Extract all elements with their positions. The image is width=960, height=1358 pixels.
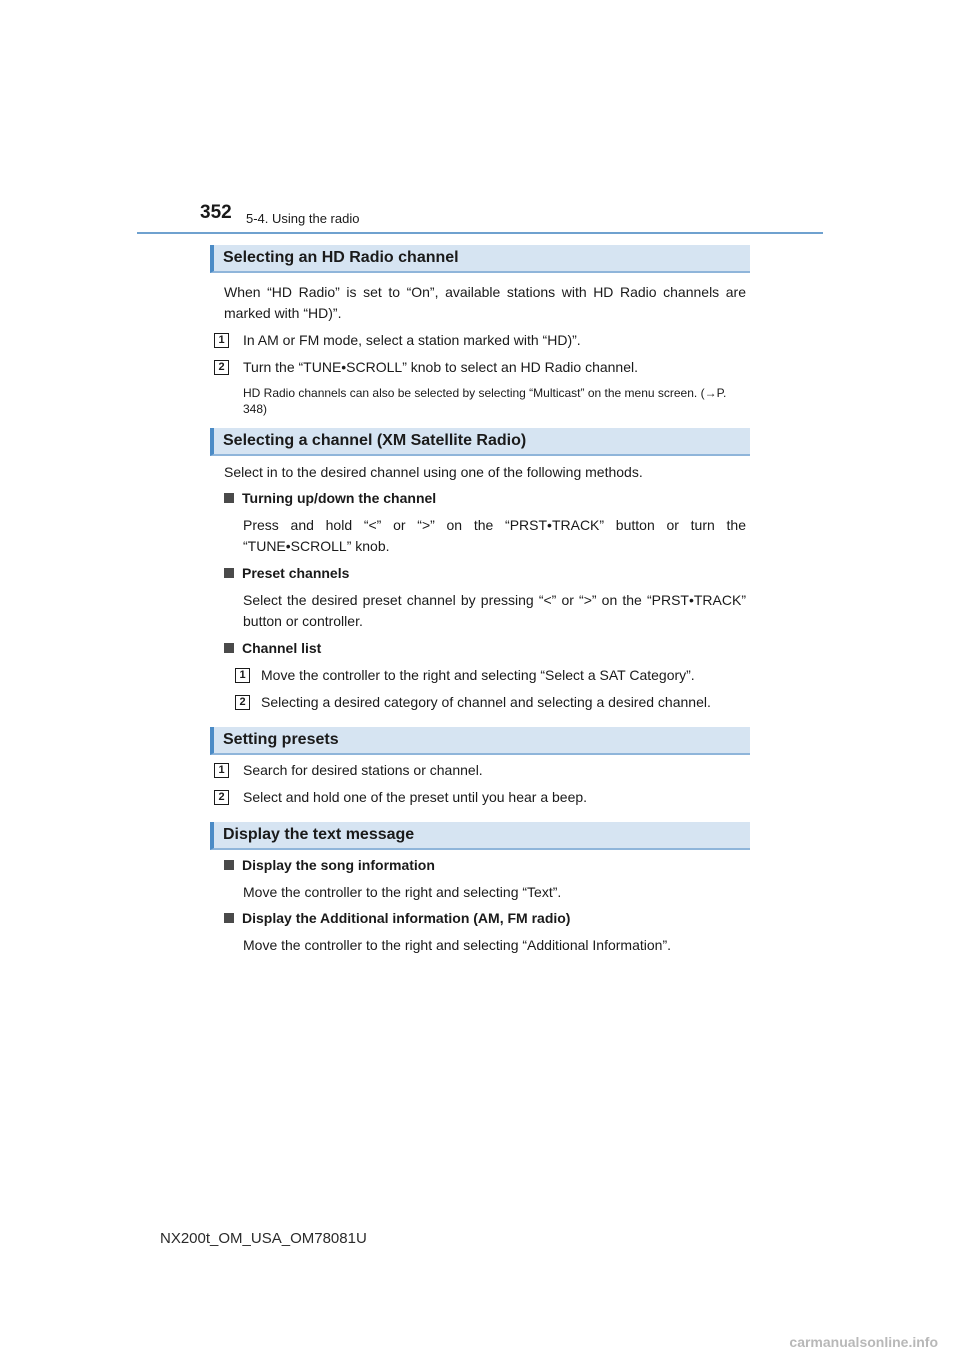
step-number-1: 1 <box>214 763 229 778</box>
section-heading-xm-satellite <box>210 428 750 456</box>
step-number-1: 1 <box>214 333 229 348</box>
step-number-2: 2 <box>214 790 229 805</box>
page-number: 352 <box>200 202 232 223</box>
bullet-text: Move the controller to the right and selecting “Additional Information”. <box>243 937 672 953</box>
section-heading-text-message <box>210 822 750 850</box>
square-bullet-icon <box>224 913 234 923</box>
bullet-title: Preset channels <box>242 565 350 581</box>
square-bullet-icon <box>224 568 234 578</box>
bullet-turning-channel <box>224 490 436 506</box>
hd-step-2: Turn the “TUNE•SCROLL” knob to select an HD Radio channel. <box>243 359 639 375</box>
section-title: Display the text message <box>223 826 415 843</box>
bullet-text: Select the desired preset channel by pressing “<” or “>” on the “PRST•TRACK” button or controller. <box>243 592 746 629</box>
hd-step-1: In AM or FM mode, select a station marked with “HD)”. <box>243 332 581 348</box>
bullet-preset-channels <box>224 565 349 581</box>
hd-intro: When “HD Radio” is set to “On”, available stations with HD Radio channels are marked with “HD)”. <box>224 284 746 321</box>
document-code: NX200t_OM_USA_OM78081U <box>160 1230 367 1247</box>
step-number-2: 2 <box>235 695 250 710</box>
watermark: carmanualsonline.info <box>789 1334 938 1350</box>
square-bullet-icon <box>224 860 234 870</box>
section-heading-hd-radio <box>210 245 750 273</box>
channel-list-step-1: Move the controller to the right and selecting “Select a SAT Category”. <box>261 667 695 683</box>
square-bullet-icon <box>224 493 234 503</box>
bullet-text: Press and hold “<” or “>” on the “PRST•TRACK” button or turn the “TUNE•SCROLL” knob. <box>243 517 746 554</box>
section-title: Setting presets <box>223 731 339 748</box>
step-number-2: 2 <box>214 360 229 375</box>
bullet-song-information <box>224 857 435 873</box>
chapter-title: 5-4. Using the radio <box>246 211 360 226</box>
header-rule <box>137 232 823 234</box>
presets-step-2: Select and hold one of the preset until you hear a beep. <box>243 789 588 805</box>
hd-note: HD Radio channels can also be selected by selecting “Multicast” on the menu screen. (→P. 348) <box>243 386 727 416</box>
section-title: Selecting an HD Radio channel <box>223 249 459 266</box>
bullet-title: Channel list <box>242 640 322 656</box>
bullet-title: Display the song information <box>242 857 435 873</box>
bullet-additional-information <box>224 910 570 926</box>
bullet-channel-list <box>224 640 321 656</box>
channel-list-step-2: Selecting a desired category of channel and selecting a desired channel. <box>261 694 711 710</box>
presets-step-1: Search for desired stations or channel. <box>243 762 483 778</box>
section-heading-presets <box>210 727 750 755</box>
bullet-title: Turning up/down the channel <box>242 490 437 506</box>
xm-intro: Select in to the desired channel using one of the following methods. <box>224 464 643 480</box>
step-number-1: 1 <box>235 668 250 683</box>
bullet-title: Display the Additional information (AM, FM radio) <box>242 910 571 926</box>
section-title: Selecting a channel (XM Satellite Radio) <box>223 432 527 449</box>
bullet-text: Move the controller to the right and selecting “Text”. <box>243 884 562 900</box>
square-bullet-icon <box>224 643 234 653</box>
